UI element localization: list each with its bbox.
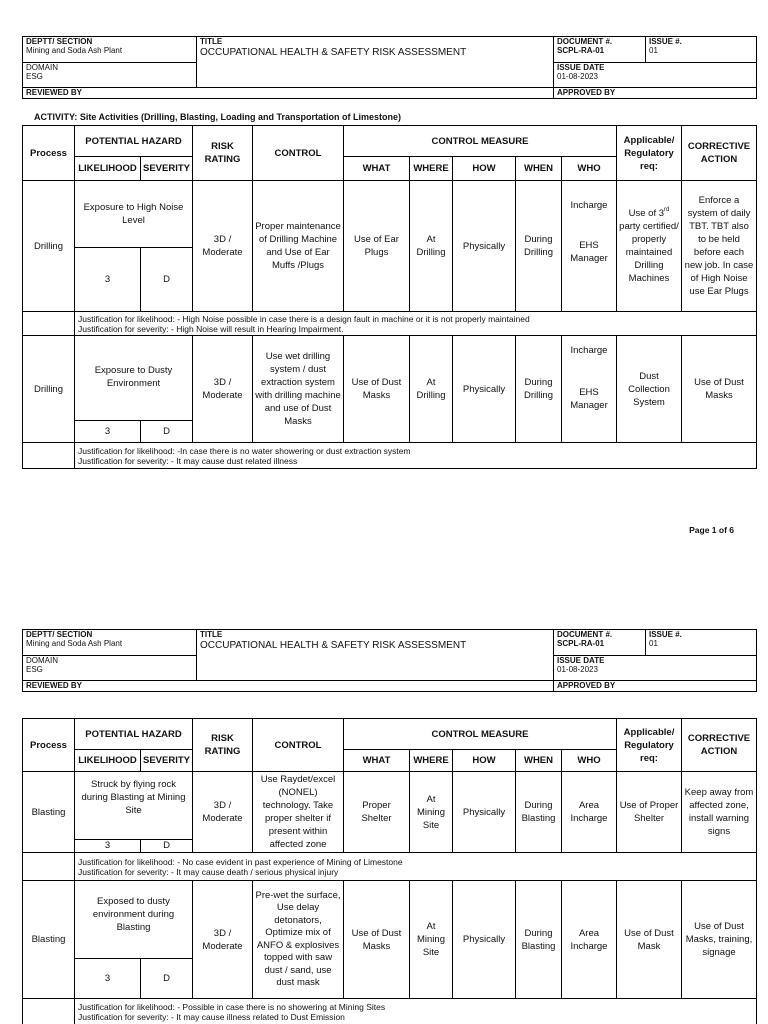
justification-cell <box>75 443 757 469</box>
cell-what: Use of Ear Plugs <box>344 181 410 312</box>
justification-cell <box>75 312 757 336</box>
col-who: WHO <box>562 157 617 181</box>
cell-hazard: Exposure to High Noise Level <box>75 181 193 248</box>
cell-likelihood: 3 <box>75 840 141 853</box>
col-potential-hazard: POTENTIAL HAZARD <box>75 126 193 157</box>
col-control: CONTROL <box>253 126 344 181</box>
dept-label: DEPTT/ SECTION <box>26 630 93 639</box>
justification-severity: Justification for severity: - High Noise will result in Hearing Impairment. <box>78 323 344 334</box>
title-cell <box>197 630 554 681</box>
col-applicable: Applicable/ Regulatory req: <box>617 126 682 181</box>
cell-hazard: Exposed to dusty environment during Blasting <box>75 881 193 959</box>
col-where: WHERE <box>410 157 453 181</box>
col-process: Process <box>23 126 75 181</box>
cell-hazard: Struck by flying rock during Blasting at Mining Site <box>75 772 193 840</box>
domain-cell <box>23 63 197 88</box>
col-applicable: Applicable/ Regulatory req: <box>617 719 682 772</box>
reviewed-by-cell: REVIEWED BY <box>23 681 554 692</box>
document-number-label: DOCUMENT #. <box>557 630 613 639</box>
risk-assessment-table-1 <box>22 125 757 469</box>
applicable-text-a: Use of 3 <box>628 208 665 219</box>
col-risk-rating: RISK RATING <box>193 719 253 772</box>
cell-what: Use of Dust Masks <box>344 336 410 443</box>
title-value: OCCUPATIONAL HEALTH & SAFETY RISK ASSESSMENT <box>200 47 467 58</box>
cell-severity: D <box>141 421 193 443</box>
cell-control: Use wet drilling system / dust extraction system with drilling machine and use of Dust Masks <box>253 336 344 443</box>
issue-number-cell <box>646 630 757 656</box>
issue-number-label: ISSUE #. <box>649 630 682 639</box>
cell-who: Area Incharge <box>562 772 617 853</box>
cell-likelihood: 3 <box>75 959 141 999</box>
document-number-label: DOCUMENT #. <box>557 37 613 46</box>
cell-control: Pre-wet the surface, Use delay detonators, Optimize mix of ANFO & explosives topped with saw dust / sand, use dust mask <box>253 881 344 999</box>
issue-date-value: 01-08-2023 <box>557 665 598 674</box>
cell-severity: D <box>141 959 193 999</box>
cell-how: Physically <box>453 772 516 853</box>
cell-risk-rating: 3D / Moderate <box>193 881 253 999</box>
issue-date-cell <box>554 63 757 88</box>
justification-severity: Justification for severity: - It may cause death / serious physical injury <box>78 866 339 877</box>
dept-section-cell <box>23 37 197 63</box>
justification-severity: Justification for severity: - It may cause illness related to Dust Emission <box>78 1011 345 1022</box>
cell-how: Physically <box>453 881 516 999</box>
who-incharge: Incharge <box>570 345 608 356</box>
cell-empty <box>23 312 75 336</box>
col-severity: SEVERITY <box>141 157 193 181</box>
col-severity: SEVERITY <box>141 750 193 772</box>
cell-when: During Blasting <box>516 772 562 853</box>
cell-process: Blasting <box>23 772 75 853</box>
activity-title: ACTIVITY: Site Activities (Drilling, Blasting, Loading and Transportation of Limestone) <box>34 112 402 122</box>
justification-severity: Justification for severity: - It may cause dust related illness <box>78 455 298 466</box>
applicable-sup: rd <box>664 207 670 213</box>
domain-label: DOMAIN <box>26 63 58 72</box>
approved-by-cell: APPROVED BY <box>554 681 757 692</box>
justification-cell <box>75 999 757 1024</box>
title-label: TITLE <box>200 37 223 46</box>
title-cell <box>197 37 554 88</box>
col-risk-rating: RISK RATING <box>193 126 253 181</box>
issue-date-label: ISSUE DATE <box>557 656 605 665</box>
document-number-cell <box>554 37 646 63</box>
cell-where: At Drilling <box>410 181 453 312</box>
page-number: Page 1 of 6 <box>689 525 734 535</box>
justification-likelihood: Justification for likelihood: -In case there is no water showering or dust extraction system <box>78 445 411 456</box>
dept-value: Mining and Soda Ash Plant <box>26 639 123 648</box>
cell-how: Physically <box>453 336 516 443</box>
justification-likelihood: Justification for likelihood: - No case evident in past experience of Mining of Limestone <box>78 856 403 867</box>
document-page-2 <box>0 590 768 1024</box>
cell-when: During Drilling <box>516 181 562 312</box>
document-number-value: SCPL-RA-01 <box>557 46 605 55</box>
cell-where: At Mining Site <box>410 881 453 999</box>
col-control-measure: CONTROL MEASURE <box>344 126 617 157</box>
col-corrective-action: CORRECTIVE ACTION <box>682 719 757 772</box>
issue-number-cell <box>646 37 757 63</box>
col-what: WHAT <box>344 157 410 181</box>
cell-applicable: Use of Proper Shelter <box>617 772 682 853</box>
dept-value: Mining and Soda Ash Plant <box>26 46 123 55</box>
issue-number-value: 01 <box>649 46 658 55</box>
cell-corrective: Enforce a system of daily TBT. TBT also to be held before each new job. In case of High Noise use Ear Plugs <box>682 181 757 312</box>
cell-when: During Drilling <box>516 336 562 443</box>
dept-section-cell <box>23 630 197 656</box>
issue-date-value: 01-08-2023 <box>557 72 598 81</box>
cell-risk-rating: 3D / Moderate <box>193 181 253 312</box>
cell-how: Physically <box>453 181 516 312</box>
issue-number-label: ISSUE #. <box>649 37 682 46</box>
cell-where: At Drilling <box>410 336 453 443</box>
cell-applicable <box>617 181 682 312</box>
domain-value: ESG <box>26 72 43 81</box>
title-value: OCCUPATIONAL HEALTH & SAFETY RISK ASSESSMENT <box>200 640 467 651</box>
cell-corrective: Use of Dust Masks <box>682 336 757 443</box>
col-control-measure: CONTROL MEASURE <box>344 719 617 750</box>
cell-risk-rating: 3D / Moderate <box>193 336 253 443</box>
issue-date-label: ISSUE DATE <box>557 63 605 72</box>
col-what: WHAT <box>344 750 410 772</box>
cell-where: At Mining Site <box>410 772 453 853</box>
title-label: TITLE <box>200 630 223 639</box>
cell-severity: D <box>141 840 193 853</box>
reviewed-by-cell: REVIEWED BY <box>23 88 554 99</box>
cell-process: Drilling <box>23 181 75 312</box>
approved-by-cell: APPROVED BY <box>554 88 757 99</box>
cell-control: Use Raydet/excel (NONEL) technology. Take proper shelter if present within affected zone <box>253 772 344 853</box>
cell-what: Use of Dust Masks <box>344 881 410 999</box>
dept-label: DEPTT/ SECTION <box>26 37 93 46</box>
col-likelihood: LIKELIHOOD <box>75 157 141 181</box>
col-process: Process <box>23 719 75 772</box>
applicable-text-b: party certified/ properly maintained Drilling Machines <box>619 221 679 284</box>
domain-cell <box>23 656 197 681</box>
cell-empty <box>23 999 75 1024</box>
cell-when: During Blasting <box>516 881 562 999</box>
justification-likelihood: Justification for likelihood: - Possible in case there is no showering at Mining Sites <box>78 1001 386 1012</box>
cell-process: Drilling <box>23 336 75 443</box>
cell-corrective: Use of Dust Masks, training, signage <box>682 881 757 999</box>
cell-likelihood: 3 <box>75 248 141 312</box>
cell-process: Blasting <box>23 881 75 999</box>
col-where: WHERE <box>410 750 453 772</box>
cell-corrective: Keep away from affected zone, install warning signs <box>682 772 757 853</box>
cell-applicable: Dust Collection System <box>617 336 682 443</box>
document-header-table <box>22 629 757 692</box>
cell-severity: D <box>141 248 193 312</box>
cell-applicable: Use of Dust Mask <box>617 881 682 999</box>
who-ehs-manager: EHS Manager <box>570 387 608 411</box>
col-potential-hazard: POTENTIAL HAZARD <box>75 719 193 750</box>
col-likelihood: LIKELIHOOD <box>75 750 141 772</box>
cell-who <box>562 181 617 312</box>
issue-date-cell <box>554 656 757 681</box>
domain-value: ESG <box>26 665 43 674</box>
cell-who: Area Incharge <box>562 881 617 999</box>
col-how: HOW <box>453 157 516 181</box>
who-incharge: Incharge <box>570 200 608 211</box>
col-control: CONTROL <box>253 719 344 772</box>
cell-what: Proper Shelter <box>344 772 410 853</box>
col-when: WHEN <box>516 157 562 181</box>
document-header-table <box>22 36 757 99</box>
domain-label: DOMAIN <box>26 656 58 665</box>
who-ehs-manager: EHS Manager <box>570 240 608 264</box>
col-who: WHO <box>562 750 617 772</box>
cell-likelihood: 3 <box>75 421 141 443</box>
cell-who <box>562 336 617 443</box>
col-corrective-action: CORRECTIVE ACTION <box>682 126 757 181</box>
cell-empty <box>23 443 75 469</box>
justification-cell <box>75 853 757 881</box>
col-when: WHEN <box>516 750 562 772</box>
risk-assessment-table-2 <box>22 718 757 1024</box>
justification-likelihood: Justification for likelihood: - High Noise possible in case there is a design fault in machine or it is not properly maintained <box>78 313 530 324</box>
cell-risk-rating: 3D / Moderate <box>193 772 253 853</box>
cell-hazard: Exposure to Dusty Environment <box>75 336 193 421</box>
document-number-value: SCPL-RA-01 <box>557 639 605 648</box>
issue-number-value: 01 <box>649 639 658 648</box>
cell-control: Proper maintenance of Drilling Machine and Use of Ear Muffs /Plugs <box>253 181 344 312</box>
col-how: HOW <box>453 750 516 772</box>
cell-empty <box>23 853 75 881</box>
document-number-cell <box>554 630 646 656</box>
